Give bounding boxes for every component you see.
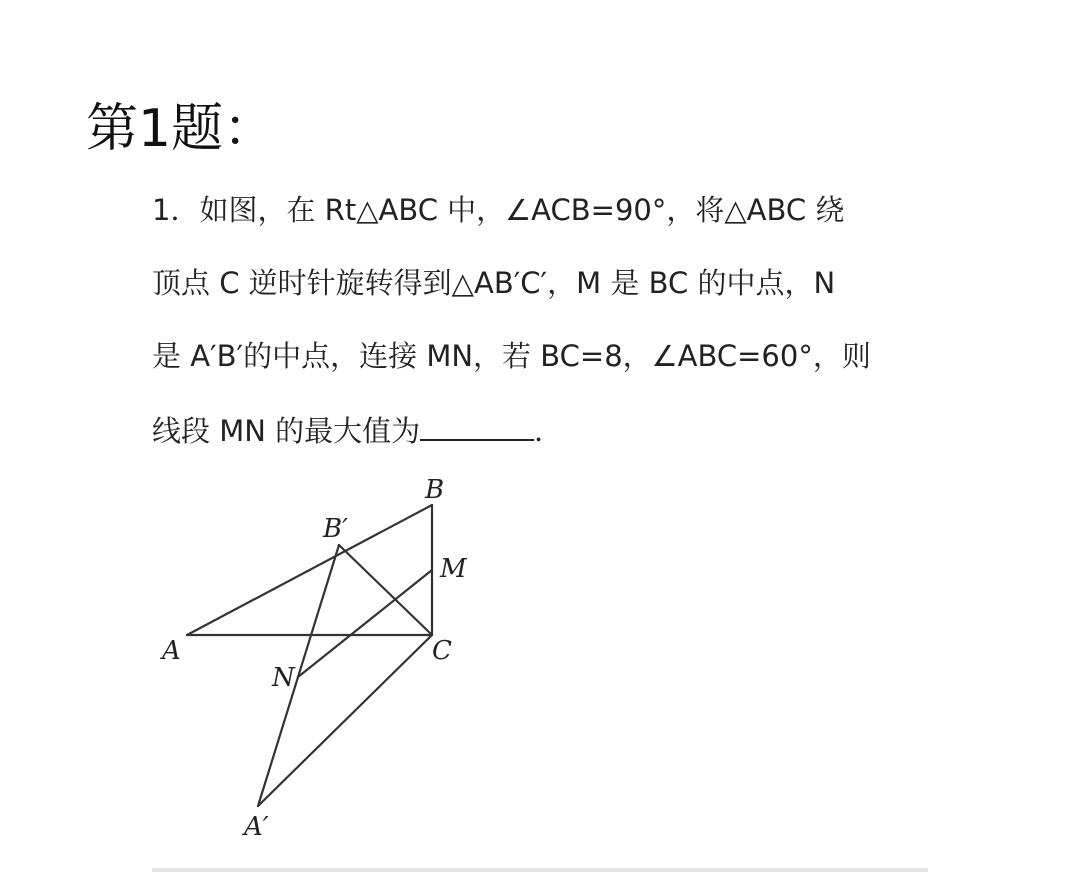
label-m: M [440,554,467,584]
problem-line-4-text: 线段 MN 的最大值为 [152,414,421,448]
geometry-figure [150,465,490,850]
problem-line-3: 是 A′B′的中点，连接 MN，若 BC=8，∠ABC=60°，则 [152,339,871,373]
problem-text [152,190,952,482]
label-b-prime: B′ [323,514,349,544]
segment-ab [187,505,432,635]
bottom-divider [152,868,928,872]
problem-line-2: 顶点 C 逆时针旋转得到△AB′C′，M 是 BC 的中点，N [152,266,836,300]
problem-line-4-end: ． [534,414,564,448]
question-heading: 第1题： [86,99,276,159]
segment-mn [298,570,432,677]
segment-b-prime-c [339,545,432,635]
label-a: A [162,636,181,666]
label-c: C [432,636,452,666]
geometry-diagram [150,465,490,850]
label-n: N [272,663,295,693]
label-b: B [425,475,445,505]
answer-blank[interactable] [420,409,534,441]
label-a-prime: A′ [244,812,269,842]
problem-line-1: 1．如图，在 Rt△ABC 中，∠ACB=90°，将△ABC 绕 [152,193,845,227]
